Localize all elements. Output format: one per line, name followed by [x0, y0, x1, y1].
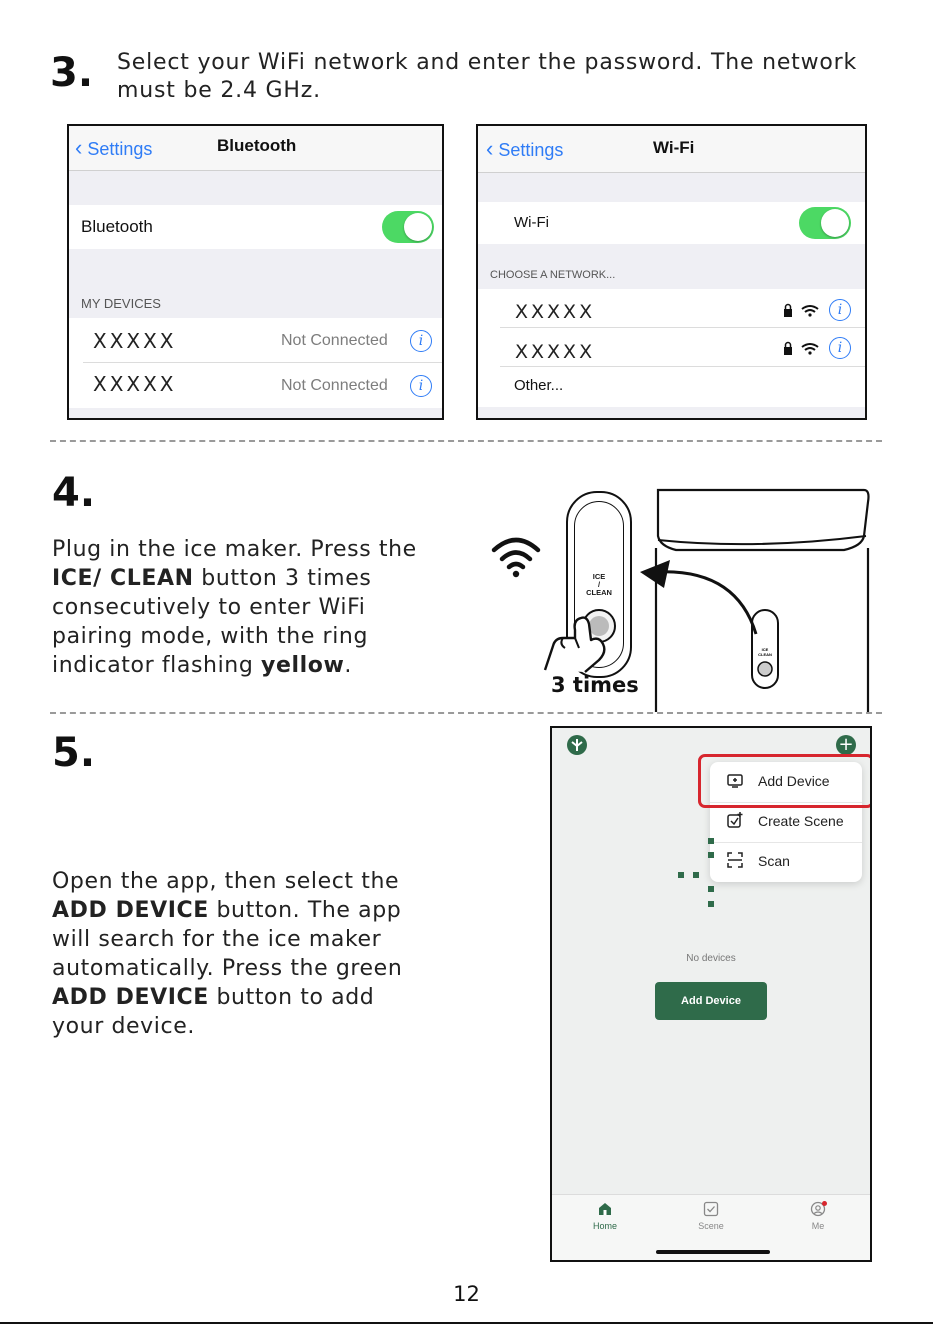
- step-5-line-2-rest: button. The app: [208, 898, 402, 923]
- add-device-highlight: [698, 754, 872, 808]
- wifi-icon: [802, 344, 818, 355]
- wifi-toggle[interactable]: [799, 207, 851, 239]
- wifi-toggle-label: Wi-Fi: [514, 214, 549, 231]
- step-4-line-5-pre: indicator flashing: [52, 653, 261, 678]
- network-name: XXXXX: [515, 301, 596, 323]
- back-button[interactable]: [75, 135, 152, 161]
- bluetooth-settings-screen: [67, 124, 444, 420]
- step-5-line-2: [52, 896, 402, 925]
- ice-maker-illustration: [636, 488, 872, 712]
- step-5-number: 5.: [52, 730, 96, 776]
- section-divider: [50, 712, 882, 714]
- step-4-instructions: [52, 535, 417, 680]
- back-label: Settings: [498, 140, 564, 160]
- step-5-line-6: your device.: [52, 1014, 195, 1039]
- step-3-line-1: Select your WiFi network and enter the password. The network: [117, 50, 858, 75]
- device-list: [69, 318, 442, 408]
- hand-pointer-icon: [535, 600, 615, 675]
- app-home-screen: [550, 726, 872, 1262]
- info-icon[interactable]: i: [410, 375, 432, 397]
- menu-item-create-scene[interactable]: [710, 802, 862, 842]
- home-indicator-bar: [656, 1250, 770, 1254]
- step-4-line-4: pairing mode, with the ring: [52, 624, 369, 649]
- scene-icon: [703, 1201, 719, 1217]
- add-device-button[interactable]: Add Device: [655, 982, 767, 1020]
- divider: [83, 362, 442, 363]
- step-4-line-1: Plug in the ice maker. Press the: [52, 537, 417, 562]
- arrow-head-icon: [636, 556, 676, 596]
- wifi-toggle-row: [478, 202, 865, 244]
- ice-clean-label: [568, 573, 630, 597]
- wifi-nav-bar: [478, 126, 865, 173]
- scan-icon: [726, 851, 744, 869]
- no-devices-text: No devices: [686, 953, 736, 964]
- step-5-line-1: Open the app, then select the: [52, 869, 400, 894]
- home-icon: [597, 1201, 613, 1217]
- bluetooth-title: Bluetooth: [217, 136, 297, 155]
- device-status: Not Connected: [281, 377, 388, 394]
- info-icon[interactable]: i: [829, 337, 851, 359]
- section-divider: [50, 440, 882, 442]
- step-5-line-4: automatically. Press the green: [52, 956, 403, 981]
- tab-label: Me: [811, 1221, 825, 1231]
- small-ice-label: ICE: [761, 647, 769, 652]
- lock-wifi-icons: [782, 303, 834, 319]
- step-4-line-2-rest: button 3 times: [193, 566, 372, 591]
- step-5-instructions: [52, 867, 402, 1041]
- wifi-settings-screen: [476, 124, 867, 420]
- step-3-instructions: [117, 49, 857, 105]
- profile-icon: [810, 1201, 828, 1217]
- tab-label: Scene: [698, 1221, 724, 1231]
- step-4-number: 4.: [52, 470, 96, 516]
- lock-icon: [784, 305, 792, 318]
- info-icon[interactable]: i: [829, 299, 851, 321]
- bluetooth-toggle[interactable]: [382, 211, 434, 243]
- add-device-emphasis: ADD DEVICE: [52, 985, 209, 1010]
- tab-me[interactable]: [793, 1201, 843, 1231]
- chevron-left-icon: ‹: [486, 136, 494, 161]
- lock-icon: [784, 343, 792, 356]
- step-4-line-3: consecutively to enter WiFi: [52, 595, 366, 620]
- menu-item-scan[interactable]: [710, 842, 862, 882]
- step-4-line-2: [52, 564, 417, 593]
- ice-label-top: ICE: [592, 572, 606, 581]
- tab-label: Home: [592, 1221, 617, 1231]
- bluetooth-toggle-label: Bluetooth: [81, 217, 153, 236]
- add-plus-button[interactable]: +: [836, 735, 856, 755]
- device-name: XXXXX: [93, 372, 177, 396]
- choose-network-header: CHOOSE A NETWORK...: [490, 269, 616, 281]
- back-label: Settings: [87, 139, 153, 159]
- wifi-signal-icon: [490, 536, 542, 580]
- network-list: [478, 289, 865, 407]
- menu-label: Add Device: [758, 773, 830, 789]
- bluetooth-toggle-row: [69, 205, 442, 249]
- wifi-title: Wi-Fi: [653, 138, 695, 157]
- device-status: Not Connected: [281, 332, 388, 349]
- app-logo-icon: [567, 735, 587, 755]
- info-icon[interactable]: i: [410, 330, 432, 352]
- divider: [500, 327, 865, 328]
- divider: [500, 366, 865, 367]
- yellow-emphasis: yellow: [261, 653, 345, 678]
- lock-wifi-icons: [782, 341, 834, 357]
- back-button[interactable]: [486, 136, 563, 162]
- chevron-left-icon: ‹: [75, 135, 83, 160]
- menu-label: Create Scene: [758, 813, 844, 829]
- device-name: XXXXX: [93, 329, 177, 353]
- page-number: 12: [453, 1282, 480, 1306]
- step-4-line-5-post: .: [344, 653, 352, 678]
- create-scene-icon: [726, 811, 744, 829]
- step-5-line-5: [52, 983, 402, 1012]
- step-3-line-2: must be 2.4 GHz.: [117, 78, 321, 103]
- wifi-icon: [802, 306, 818, 317]
- other-network-item[interactable]: Other...: [514, 377, 564, 394]
- step-5-line-3: will search for the ice maker: [52, 927, 382, 952]
- tab-scene[interactable]: [686, 1201, 736, 1231]
- small-clean-label: CLEAN: [758, 652, 772, 657]
- step-5-line-5-rest: button to add: [208, 985, 375, 1010]
- network-name: XXXXX: [515, 341, 596, 363]
- add-device-emphasis: ADD DEVICE: [52, 898, 209, 923]
- ice-clean-emphasis: ICE/ CLEAN: [52, 566, 194, 591]
- step-4-line-5: [52, 651, 417, 680]
- empty-state-illustration: [674, 834, 724, 914]
- tab-home[interactable]: [580, 1201, 630, 1231]
- tab-bar: [552, 1195, 870, 1260]
- ice-label-mid: /: [597, 580, 601, 589]
- bluetooth-nav-bar: [69, 126, 442, 171]
- ice-label-bot: CLEAN: [586, 588, 612, 597]
- step-3-number: 3.: [50, 50, 94, 96]
- my-devices-header: MY DEVICES: [81, 296, 161, 311]
- three-times-label: 3 times: [551, 673, 639, 697]
- menu-label: Scan: [758, 853, 790, 869]
